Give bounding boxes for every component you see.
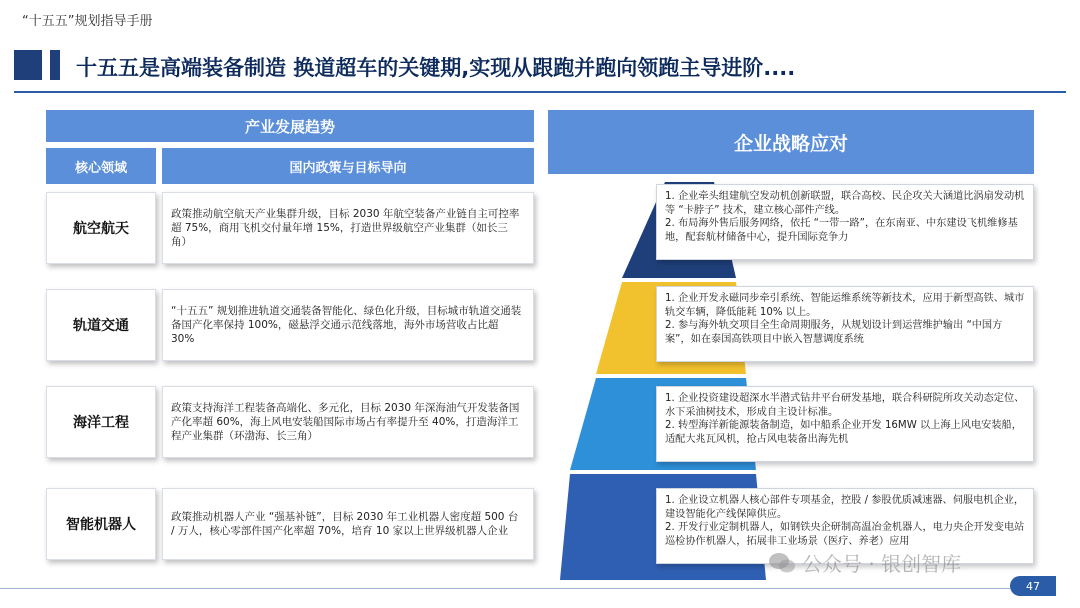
policy-text: 政策支持海洋工程装备高端化、多元化，目标 2030 年深海油气开发装备国产化率超 60%，海上风电安装船国际市场占有率提升至 40%，打造海洋工程产业集群（环渤海、长三角）: [171, 402, 520, 442]
strategy-point-2: 2. 参与海外轨交项目全生命周期服务，从规划设计到运营维护输出 “中国方案”，如在泰国高铁项目中嵌入智慧调度系统: [665, 320, 1003, 345]
industry-trend-header: 产业发展趋势: [46, 110, 534, 142]
strategy-point-1: 1. 企业开发永磁同步牵引系统、智能运维系统等新技术，应用于新型高铁、城市轨交车辆，降低能耗 10% 以上。: [665, 293, 1025, 318]
strategy-point-1: 1. 企业投资建设超深水半潜式钻井平台研发基地，联合科研院所攻关动态定位、水下采油树技术，形成自主设计标准。: [665, 393, 1025, 418]
strategy-point-2: 2. 开发行业定制机器人，如钢铁央企研制高温冶金机器人，电力央企开发变电站巡检协作机器人，拓展非工业场景（医疗、养老）应用: [665, 522, 1025, 547]
strategy-point-2: 2. 转型海洋新能源装备制造，如中船系企业开发 16MW 以上海上风电安装船，适配大兆瓦风机，抢占风电装备出海先机: [665, 420, 1022, 445]
policy-text: 政策推动航空航天产业集群升级，目标 2030 年航空装备产业链自主可控率超 75%，商用飞机交付量年增 15%，打造世界级航空产业集群（如长三角）: [171, 208, 520, 248]
strategy-ocean-engineering: [656, 386, 1034, 462]
strategy-point-2: 2. 布局海外售后服务网络，依托 “一带一路”，在东南亚、中东建设飞机维修基地，配套航材储备中心，提升国际竞争力: [665, 218, 1018, 243]
domain-ocean-engineering: 海洋工程: [46, 386, 156, 458]
wechat-icon: [768, 552, 796, 574]
watermark-text: 公众号 · 银创智库: [802, 552, 962, 576]
policy-text: 政策推动机器人产业 “强基补链”，目标 2030 年工业机器人密度超 500 台 / 万人，核心零部件国产化率超 70%，培育 10 家以上世界级机器人企业: [171, 511, 519, 537]
page-number: 47: [1010, 576, 1056, 596]
enterprise-strategy-header: 企业战略应对: [548, 110, 1034, 174]
policy-aerospace: [162, 192, 534, 264]
title-accent-bar: [50, 50, 60, 80]
policy-rail-transit: [162, 289, 534, 361]
title-accent-block: [14, 50, 42, 80]
policy-intelligent-robotics: [162, 488, 534, 560]
strategy-point-1: 1. 企业设立机器人核心部件专项基金，控股 / 参股优质减速器、伺服电机企业，建设智能化产线保障供应。: [665, 495, 1025, 520]
policy-text: “十五五” 规划推进轨道交通装备智能化、绿色化升级，目标城市轨道交通装备国产化率保持 100%，磁悬浮交通示范线落地，海外市场营收占比超 30%: [171, 305, 522, 345]
domain-intelligent-robotics: 智能机器人: [46, 488, 156, 560]
footer-divider: [0, 588, 1010, 589]
policy-column-header: 国内政策与目标导向: [162, 148, 534, 184]
domain-aerospace: 航空航天: [46, 192, 156, 264]
strategy-rail-transit: [656, 286, 1034, 362]
domain-rail-transit: 轨道交通: [46, 289, 156, 361]
core-domain-column-header: 核心领域: [46, 148, 156, 184]
strategy-aerospace: [656, 184, 1034, 260]
title-divider: [14, 91, 1066, 93]
watermark: [768, 548, 961, 577]
strategy-point-1: 1. 企业牵头组建航空发动机创新联盟，联合高校、民企攻关大涵道比涡扇发动机等 “卡脖子” 技术，建立核心部件产线。: [665, 191, 1025, 216]
document-title: “十五五”规划指导手册: [22, 14, 153, 29]
slide-title: 十五五是高端装备制造 换道超车的关键期,实现从跟跑并跑向领跑主导进阶....: [76, 56, 796, 80]
policy-ocean-engineering: [162, 386, 534, 458]
